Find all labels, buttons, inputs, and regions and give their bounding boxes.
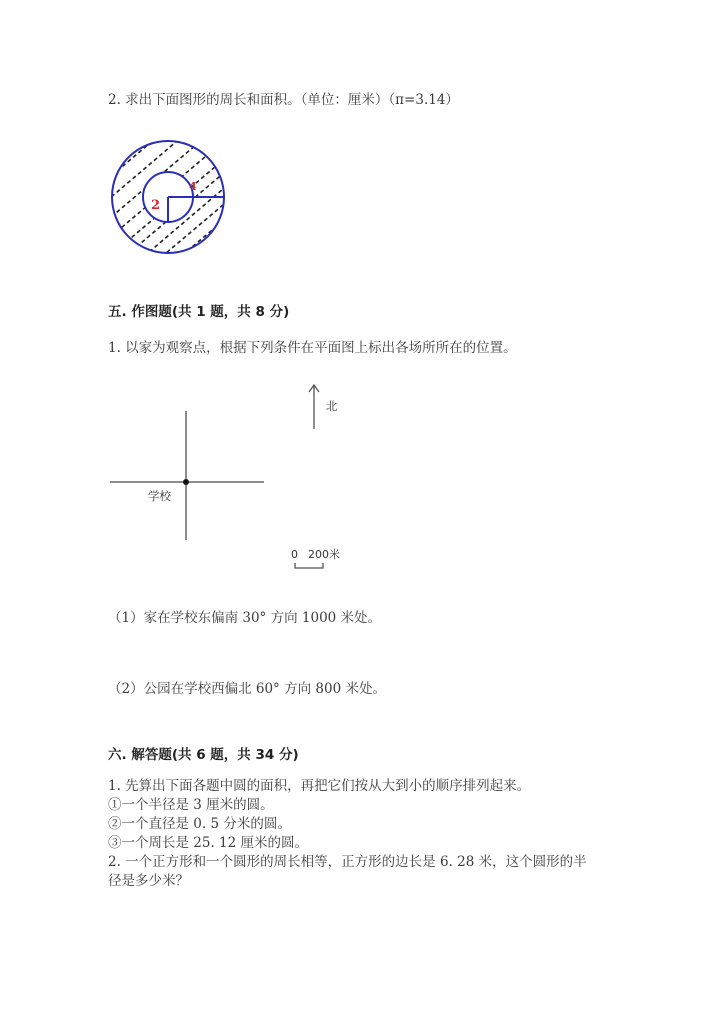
question-text: 1. 以家为观察点，根据下列条件在平面图上标出各场所所在的位置。 — [108, 340, 517, 356]
section-heading-answers: 六. 解答题(共 6 题，共 34 分) — [108, 747, 299, 763]
scale-zero: 0 — [291, 548, 298, 561]
question-2-line-2: 径是多少米？ — [108, 873, 189, 889]
school-point — [183, 479, 189, 485]
inner-radius-label: 2 — [151, 198, 161, 213]
condition-2: （2）公园在学校西偏北 60° 方向 800 米处。 — [108, 681, 386, 697]
question-1-item-3: ③一个周长是 25. 12 厘米的圆。 — [108, 835, 309, 851]
scale-bar — [295, 563, 323, 568]
question-1-item-2: ②一个直径是 0. 5 分米的圆。 — [108, 816, 291, 832]
section-heading-drawing: 五. 作图题(共 1 题，共 8 分) — [108, 304, 290, 320]
question-1-item-1: ①一个半径是 3 厘米的圆。 — [108, 797, 274, 813]
scale-value: 200米 — [308, 548, 340, 561]
north-label: 北 — [326, 399, 338, 413]
question-2-line-1: 2. 一个正方形和一个圆形的周长相等，正方形的边长是 6. 28 米，这个圆形的半 — [108, 854, 587, 870]
condition-1: （1）家在学校东偏南 30° 方向 1000 米处。 — [108, 610, 382, 626]
outer-radius-label: 4 — [189, 180, 197, 193]
question-prompt: 2. 求出下面图形的周长和面积。（单位：厘米）（π=3.14） — [108, 92, 459, 108]
school-label: 学校 — [148, 489, 171, 503]
question-1: 1. 先算出下面各题中圆的面积，再把它们按从大到小的顺序排列起来。 — [108, 778, 531, 794]
